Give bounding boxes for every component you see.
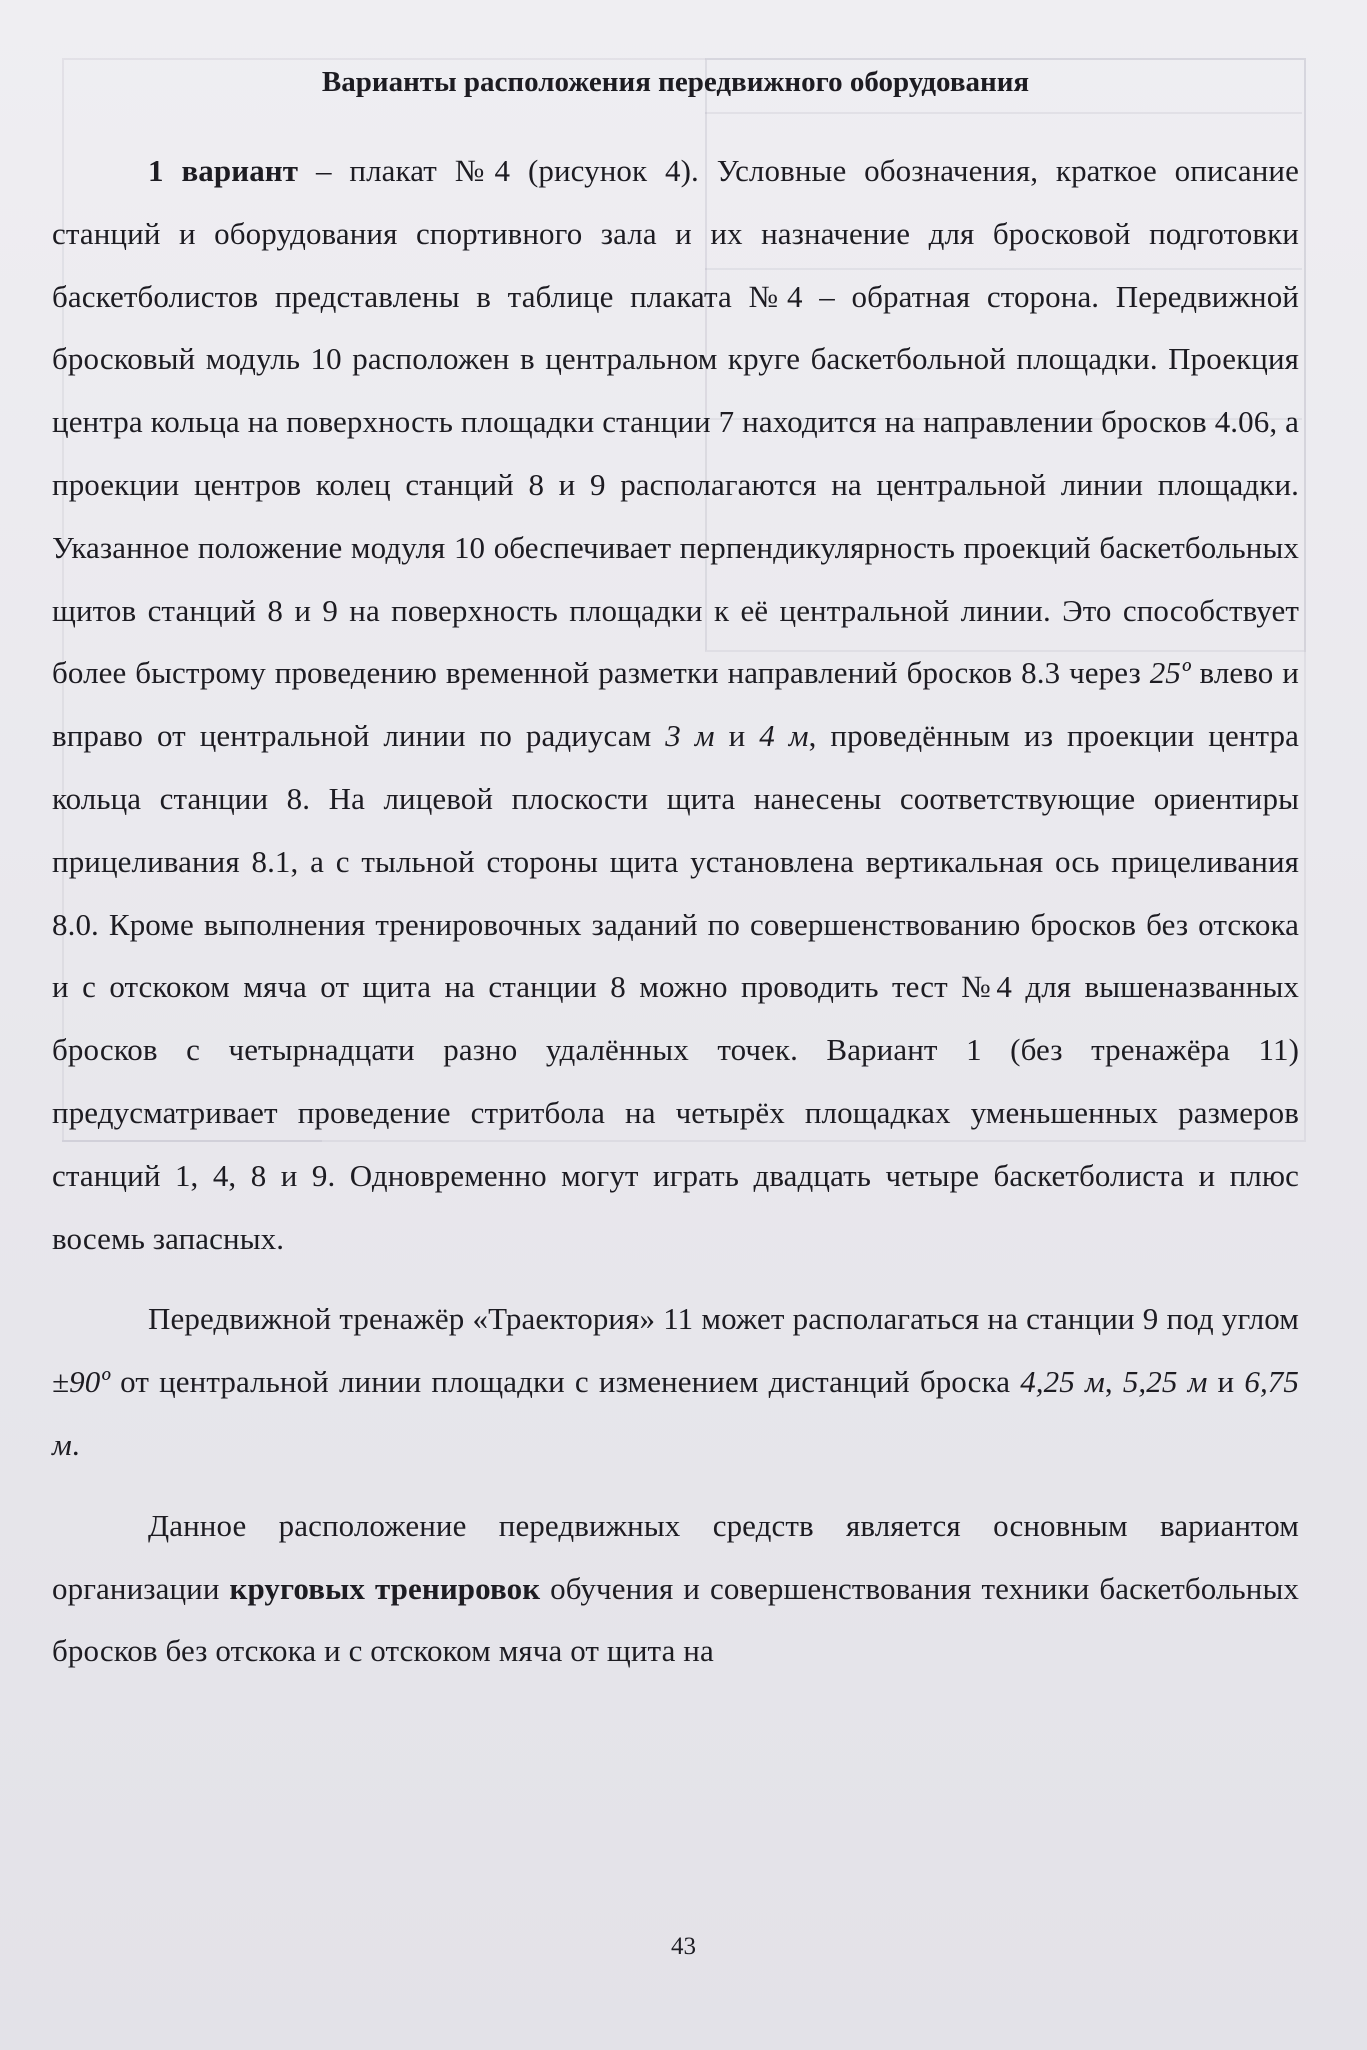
distance-value: 4,25 м [1020,1364,1105,1400]
text-run: Данное расположение передвижных средств является основным вариантом организации [52,1507,1299,1606]
page-title: Варианты расположения передвижного оборудования [321,66,1030,98]
text-run: и [1207,1364,1245,1400]
paragraph-variant-1 [52,140,1299,1270]
paragraph-circuit-training [52,1495,1299,1683]
text-run: – плакат №4 (рисунок 4). Условные обозначения, краткое описание станций и оборудования спортивного зала и их назначение для бросковой подготовки баскетболистов представлены в таблице плаката №4 – обратная сторона. Передвижной бросковый модуль 10 расположен в центральном круге баскетбольной площадки. Проекция центра кольца на поверхность площадки станции 7 находится на направлении бросков 4.06, а проекции центров колец станций 8 и 9 располагаются на центральной линии площадки. Указанное положение модуля 10 обеспечивает перпендикулярность проекций баскетбольных щитов станций 8 и 9 на поверхность площадки к её центральной линии. Это способствует более быстрому проведению временной разметки направлений бросков 8.3 через [52,153,1299,691]
text-run: от центральной линии площадки с изменением дистанций броска [110,1364,1021,1400]
text-run: Передвижной тренажёр «Траектория» 11 может располагаться на станции 9 под углом [148,1301,1299,1337]
angle-value: ±90º [52,1364,111,1400]
text-run: . [71,1426,80,1462]
distance-value: 6,75 м [52,1364,1300,1462]
text-run: , проведённым из проекции центра кольца станции 8. На лицевой плоскости щита нанесены соответствующие ориентиры прицеливания 8.1, а с тыльной стороны щита установлена вертикальная ось прицеливания 8.0. Кроме выполнения тренировочных заданий по совершенствованию бросков без отскока и с отскоком мяча от щита на станции 8 можно проводить тест №4 для вышеназванных бросков с четырнадцати разно удалённых точек. Вариант 1 (без тренажёра 11) предусматривает проведение стритбола на четырёх площадках уменьшенных размеров станций 1, 4, 8 и 9. Одновременно могут играть двадцать четыре баскетболиста и плюс восемь запасных. [52,718,1299,1256]
emphasis-term: круговых тренировок [229,1570,541,1606]
distance-value: 5,25 м [1122,1364,1208,1400]
paragraph-trainer [52,1288,1299,1476]
variant-label: 1 вариант [148,153,299,188]
page-number: 43 [671,1933,696,1960]
text-run: обучения и совершенствования техники баскетбольных бросков без отскока и с отскоком мяча от щита на [52,1570,1299,1669]
text-run: и [714,718,760,754]
angle-value: 25º [1149,655,1191,691]
text-run: влево и вправо от центральной линии по радиусам [52,655,1299,754]
radius-value: 3 м [665,718,715,754]
page-content [52,52,1299,1683]
radius-value: 4 м [759,718,809,754]
text-run: , [1104,1364,1123,1400]
